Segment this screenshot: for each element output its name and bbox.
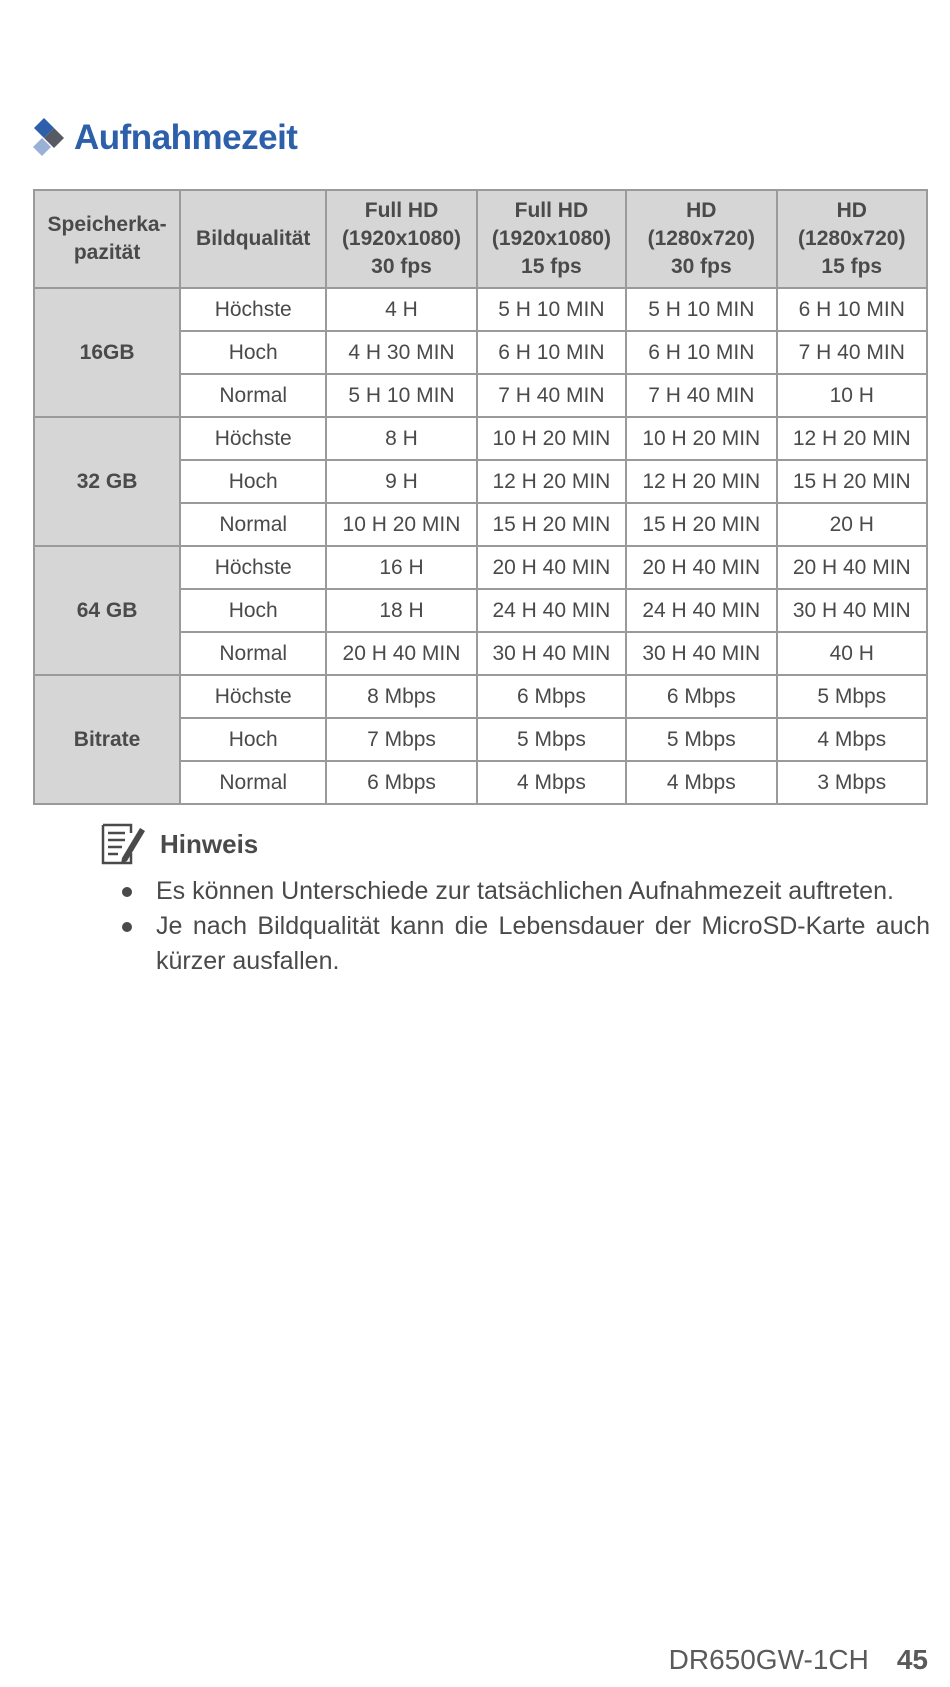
model-name: DR650GW-1CH	[668, 1644, 869, 1675]
page-footer	[669, 1644, 928, 1676]
table-cell: 9 H	[326, 460, 476, 503]
note-list	[120, 874, 930, 979]
table-cell: 18 H	[326, 589, 476, 632]
table-cell: 10 H 20 MIN	[626, 417, 776, 460]
table-cell: 30 H 40 MIN	[777, 589, 927, 632]
table-cell: 7 H 40 MIN	[477, 374, 626, 417]
diamond-icon	[32, 118, 66, 158]
table-cell: 4 Mbps	[777, 718, 927, 761]
recording-time-table	[33, 189, 928, 805]
quality-cell: Hoch	[180, 718, 326, 761]
table-cell: 20 H 40 MIN	[326, 632, 476, 675]
table-cell: 5 Mbps	[777, 675, 927, 718]
header-cell-quality: Bildqualität	[180, 190, 326, 288]
table-cell: 4 H	[326, 288, 476, 331]
table-cell: 24 H 40 MIN	[626, 589, 776, 632]
header-cell-hd-15: HD (1280x720) 15 fps	[777, 190, 927, 288]
table-row	[34, 288, 927, 331]
quality-cell: Hoch	[180, 589, 326, 632]
capacity-cell: 64 GB	[34, 546, 180, 675]
table-cell: 6 Mbps	[477, 675, 626, 718]
table-cell: 4 H 30 MIN	[326, 331, 476, 374]
table-cell: 5 H 10 MIN	[626, 288, 776, 331]
quality-cell: Normal	[180, 632, 326, 675]
table-cell: 10 H	[777, 374, 927, 417]
table-cell: 12 H 20 MIN	[477, 460, 626, 503]
capacity-cell: Bitrate	[34, 675, 180, 804]
table-cell: 6 H 10 MIN	[477, 331, 626, 374]
quality-cell: Normal	[180, 503, 326, 546]
capacity-cell: 32 GB	[34, 417, 180, 546]
note-title: Hinweis	[160, 828, 259, 859]
quality-cell: Höchste	[180, 675, 326, 718]
table-cell: 5 H 10 MIN	[477, 288, 626, 331]
list-item: Es können Unterschiede zur tatsächlichen Aufnahmezeit auftreten.	[120, 874, 930, 909]
table-cell: 15 H 20 MIN	[626, 503, 776, 546]
table-cell: 4 Mbps	[477, 761, 626, 804]
table-cell: 6 H 10 MIN	[777, 288, 927, 331]
header-cell-hd-30: HD (1280x720) 30 fps	[626, 190, 776, 288]
table-cell: 5 Mbps	[477, 718, 626, 761]
table-cell: 4 Mbps	[626, 761, 776, 804]
table-cell: 16 H	[326, 546, 476, 589]
table-cell: 5 H 10 MIN	[326, 374, 476, 417]
header-cell-capacity: Speicherka- pazität	[34, 190, 180, 288]
table-cell: 30 H 40 MIN	[626, 632, 776, 675]
note-heading	[100, 822, 258, 866]
table-cell: 20 H	[777, 503, 927, 546]
table-cell: 6 Mbps	[326, 761, 476, 804]
table-row	[34, 546, 927, 589]
table-cell: 8 H	[326, 417, 476, 460]
table-row	[34, 675, 927, 718]
table-cell: 7 Mbps	[326, 718, 476, 761]
page-number: 45	[896, 1644, 928, 1675]
table-cell: 15 H 20 MIN	[477, 503, 626, 546]
table-cell: 20 H 40 MIN	[777, 546, 927, 589]
table-cell: 7 H 40 MIN	[777, 331, 927, 374]
list-item: Je nach Bildqualität kann die Lebensdauer der MicroSD-Karte auch kürzer ausfallen.	[120, 909, 930, 979]
quality-cell: Hoch	[180, 331, 326, 374]
quality-cell: Höchste	[180, 417, 326, 460]
quality-cell: Höchste	[180, 288, 326, 331]
table-cell: 6 Mbps	[626, 675, 776, 718]
table-cell: 12 H 20 MIN	[626, 460, 776, 503]
section-heading	[32, 116, 297, 160]
header-cell-fullhd-30: Full HD (1920x1080) 30 fps	[326, 190, 476, 288]
table-cell: 8 Mbps	[326, 675, 476, 718]
table-cell: 30 H 40 MIN	[477, 632, 626, 675]
table-cell: 5 Mbps	[626, 718, 776, 761]
table-cell: 10 H 20 MIN	[326, 503, 476, 546]
quality-cell: Normal	[180, 761, 326, 804]
quality-cell: Normal	[180, 374, 326, 417]
note-pencil-icon	[100, 822, 146, 866]
table-header-row	[34, 190, 927, 288]
table-cell: 20 H 40 MIN	[626, 546, 776, 589]
table-row	[34, 417, 927, 460]
table-cell: 15 H 20 MIN	[777, 460, 927, 503]
table-cell: 10 H 20 MIN	[477, 417, 626, 460]
quality-cell: Hoch	[180, 460, 326, 503]
table-cell: 7 H 40 MIN	[626, 374, 776, 417]
capacity-cell: 16GB	[34, 288, 180, 417]
quality-cell: Höchste	[180, 546, 326, 589]
table-cell: 40 H	[777, 632, 927, 675]
header-cell-fullhd-15: Full HD (1920x1080) 15 fps	[477, 190, 626, 288]
table-cell: 3 Mbps	[777, 761, 927, 804]
table-cell: 6 H 10 MIN	[626, 331, 776, 374]
table-cell: 20 H 40 MIN	[477, 546, 626, 589]
table-cell: 24 H 40 MIN	[477, 589, 626, 632]
page-title: Aufnahmezeit	[74, 118, 298, 157]
table-cell: 12 H 20 MIN	[777, 417, 927, 460]
